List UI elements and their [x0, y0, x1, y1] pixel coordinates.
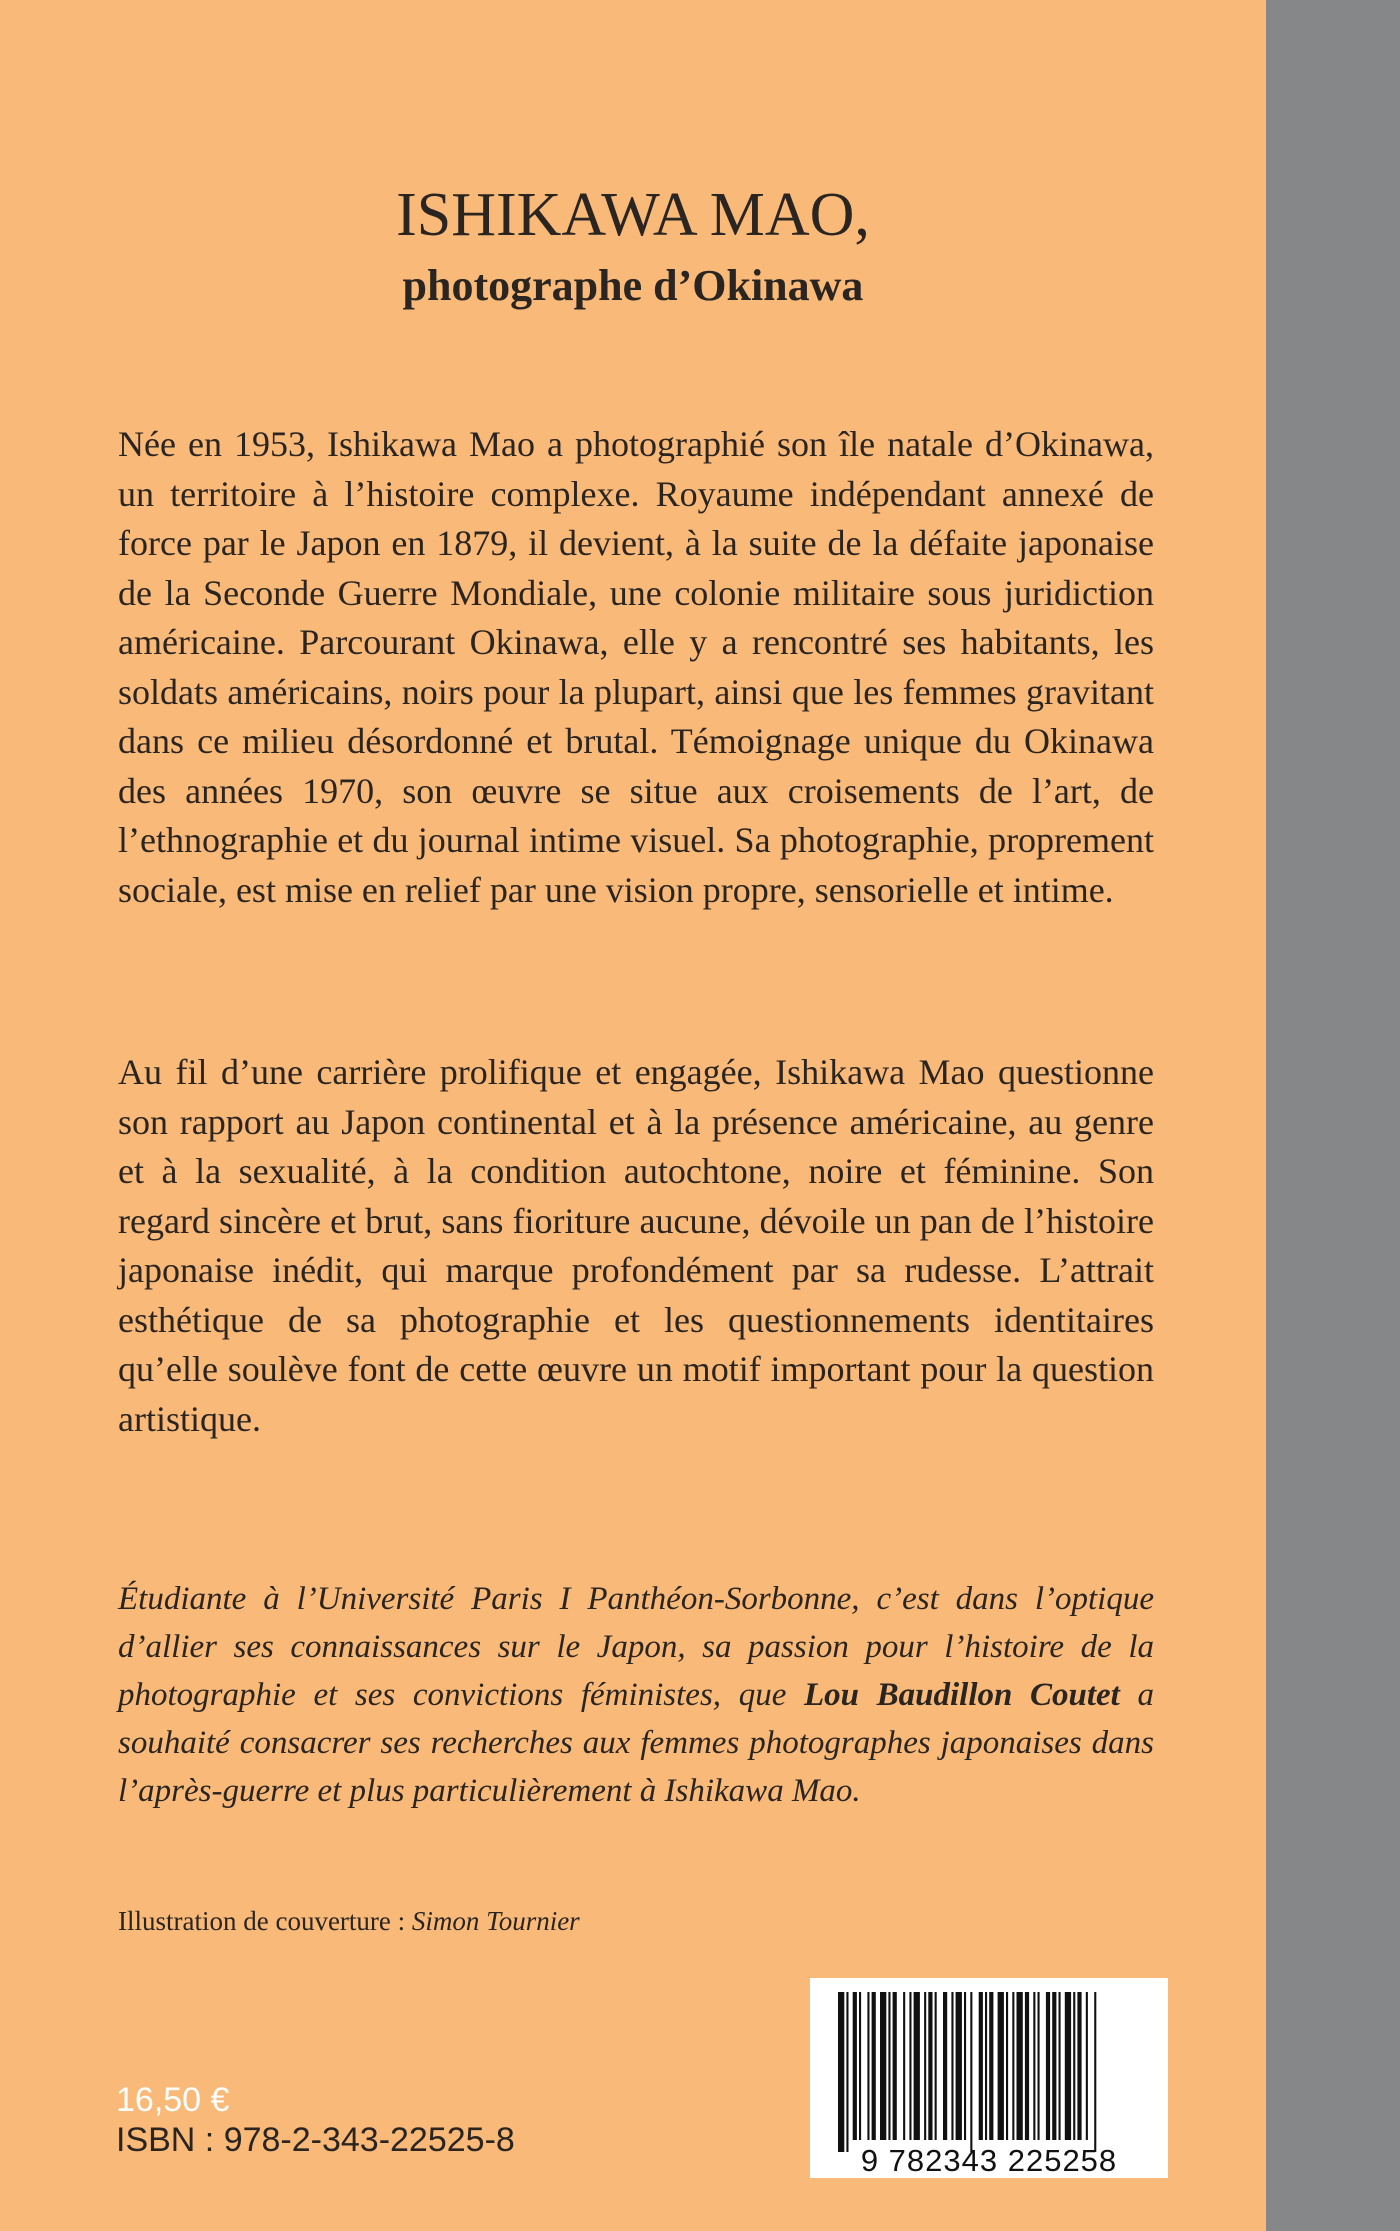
summary-paragraph-2: Au fil d’une carrière prolifique et engagée, Ishikawa Mao questionne son rapport au Japon continental et à la présence américaine, au genre et à la sexualité, à la condition autochtone, noire et féminine. Son regard sincère et brut, sans fioriture aucune, dévoile un pan de l’histoire japonaise inédit, qui marque profondément par sa rudesse. L’attrait esthétique de sa photographie et les questionnements identitaires qu’elle soulève font de cette œuvre un motif important pour la question artistique.	[118, 1052, 1154, 1439]
summary-paragraph-1: Née en 1953, Ishikawa Mao a photographié son île natale d’Okinawa, un territoire à l’histoire complexe. Royaume indépendant annexé de force par le Japon en 1879, il devient, à la suite de la défaite japonaise de la Seconde Guerre Mondiale, une colonie militaire sous juridiction américaine. Parcourant Okinawa, elle y a rencontré ses habitants, les soldats américains, noirs pour la plupart, ainsi que les femmes gravitant dans ce milieu désordonné et brutal. Témoignage unique du Okinawa des années 1970, son œuvre se situe aux croisements de l’art, de l’ethnographie et du journal intime visuel. Sa photographie, proprement sociale, est mise en relief par une vision propre, sensorielle et intime.	[118, 424, 1154, 910]
credit-artist: Simon Tournier	[411, 1906, 580, 1936]
barcode-graphic	[810, 1978, 1168, 2178]
author-bio-intro: Étudiante à l’Université Paris I Panthéon-Sorbonne, c’est dans l’optique d’allier ses connaissances sur le Japon, sa passion pour l’histoire de la photographie et ses convictions féministes, que	[118, 1581, 1154, 1713]
book-subtitle: photographe d’Okinawa	[402, 261, 864, 310]
spine-strip	[1266, 0, 1400, 2231]
author-bio	[118, 1575, 1154, 1815]
credit-label: Illustration de couverture :	[118, 1906, 412, 1936]
book-title: ISHIKAWA MAO,	[396, 181, 870, 249]
author-name: Lou Baudillon Coutet	[803, 1677, 1120, 1713]
barcode	[810, 1978, 1168, 2178]
barcode-number: 9 782343 225258	[860, 2143, 1118, 2178]
isbn-label: ISBN : 978-2-343-22525-8	[116, 2121, 515, 2159]
illustration-credit	[118, 1903, 580, 1939]
author-bio-rest: a souhaité consacrer ses recherches aux femmes photographes japonaises dans l’après-guerre et plus particulièrement à Ishikawa Mao.	[118, 1677, 1154, 1809]
price-label: 16,50 €	[116, 2081, 230, 2119]
